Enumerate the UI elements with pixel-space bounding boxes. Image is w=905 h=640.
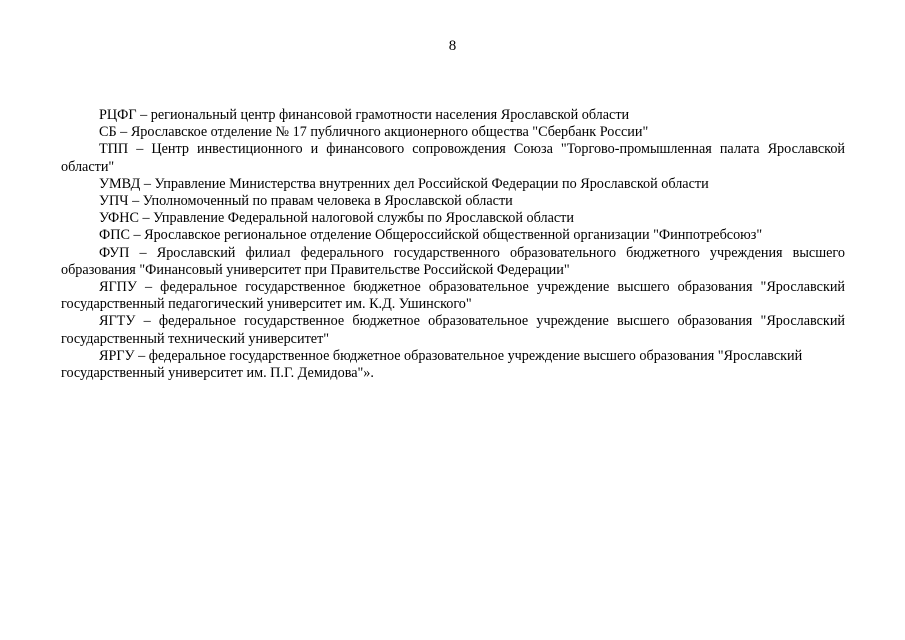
abbreviation-term: ТПП (99, 141, 129, 158)
abbreviation-entry-fps (61, 227, 845, 244)
abbreviation-term: ФПС (99, 227, 130, 244)
abbreviation-entry-sb (61, 124, 845, 141)
abbreviation-term: ЯГТУ (99, 313, 136, 330)
dash-separator: – (139, 244, 147, 261)
abbreviation-entry-tpp (61, 141, 845, 175)
abbreviation-definition: федеральное государственное бюджетное образовательное учреждение высшего образования "Ярославский государственный университет им. П.Г. Демидова"». (61, 347, 803, 382)
dash-separator: – (120, 124, 128, 141)
abbreviation-entry-fup (61, 245, 845, 279)
abbreviation-definition: Ярославский филиал федерального государственного образовательного бюджетного учреждения высшего образования "Финансовый университет при Правительстве Российской Федерации" (61, 244, 845, 278)
abbreviation-term: СБ (99, 124, 117, 141)
dash-separator: – (145, 279, 153, 296)
abbreviation-entry-upch (61, 193, 845, 210)
page-number: 8 (448, 38, 457, 54)
abbreviation-entry-yargu (61, 348, 845, 382)
abbreviation-definition: федеральное государственное бюджетное образовательное учреждение высшего образования "Ярославский государственный технический университет" (61, 313, 846, 347)
dash-separator: – (143, 313, 151, 330)
dash-separator: – (132, 193, 140, 210)
dash-separator: – (142, 210, 150, 227)
dash-separator: – (143, 175, 151, 192)
abbreviation-term: ЯГПУ (99, 279, 137, 296)
abbreviation-definition: Управление Федеральной налоговой службы по Ярославской области (153, 210, 574, 227)
abbreviation-entry-ufns (61, 210, 845, 227)
dash-separator: – (133, 227, 141, 244)
abbreviation-entry-yagpu (61, 279, 845, 313)
abbreviation-term: УПЧ (99, 193, 129, 210)
abbreviation-term: УМВД (99, 175, 141, 192)
abbreviation-list (61, 107, 845, 382)
dash-separator: – (140, 107, 148, 123)
abbreviation-term: ФУП (99, 244, 130, 261)
abbreviation-definition: Управление Министерства внутренних дел Российской Федерации по Ярославской области (154, 175, 709, 192)
abbreviation-definition: федеральное государственное бюджетное образовательное учреждение высшего образования "Ярославский государственный педагогический университет им. К.Д. Ушинского" (61, 279, 846, 313)
abbreviation-entry-yagtu (61, 313, 845, 347)
abbreviation-term: РЦФГ (99, 107, 137, 123)
abbreviation-term: ЯРГУ (99, 347, 135, 364)
abbreviation-term: УФНС (99, 210, 139, 227)
dash-separator: – (136, 141, 144, 158)
abbreviation-definition: Ярославское региональное отделение Общероссийской общественной организации "Финпотребсоюз" (144, 227, 763, 244)
abbreviation-entry-umvd (61, 176, 845, 193)
abbreviation-definition: Ярославское отделение № 17 публичного акционерного общества "Сбербанк России" (130, 124, 649, 141)
dash-separator: – (138, 347, 146, 364)
abbreviation-definition: Уполномоченный по правам человека в Ярославской области (142, 193, 513, 210)
abbreviation-entry-rcfg (61, 107, 845, 124)
abbreviation-definition: региональный центр финансовой грамотности населения Ярославской области (150, 107, 630, 123)
abbreviation-definition: Центр инвестиционного и финансового сопровождения Союза "Торгово-промышленная палата Ярославской области" (61, 141, 846, 175)
